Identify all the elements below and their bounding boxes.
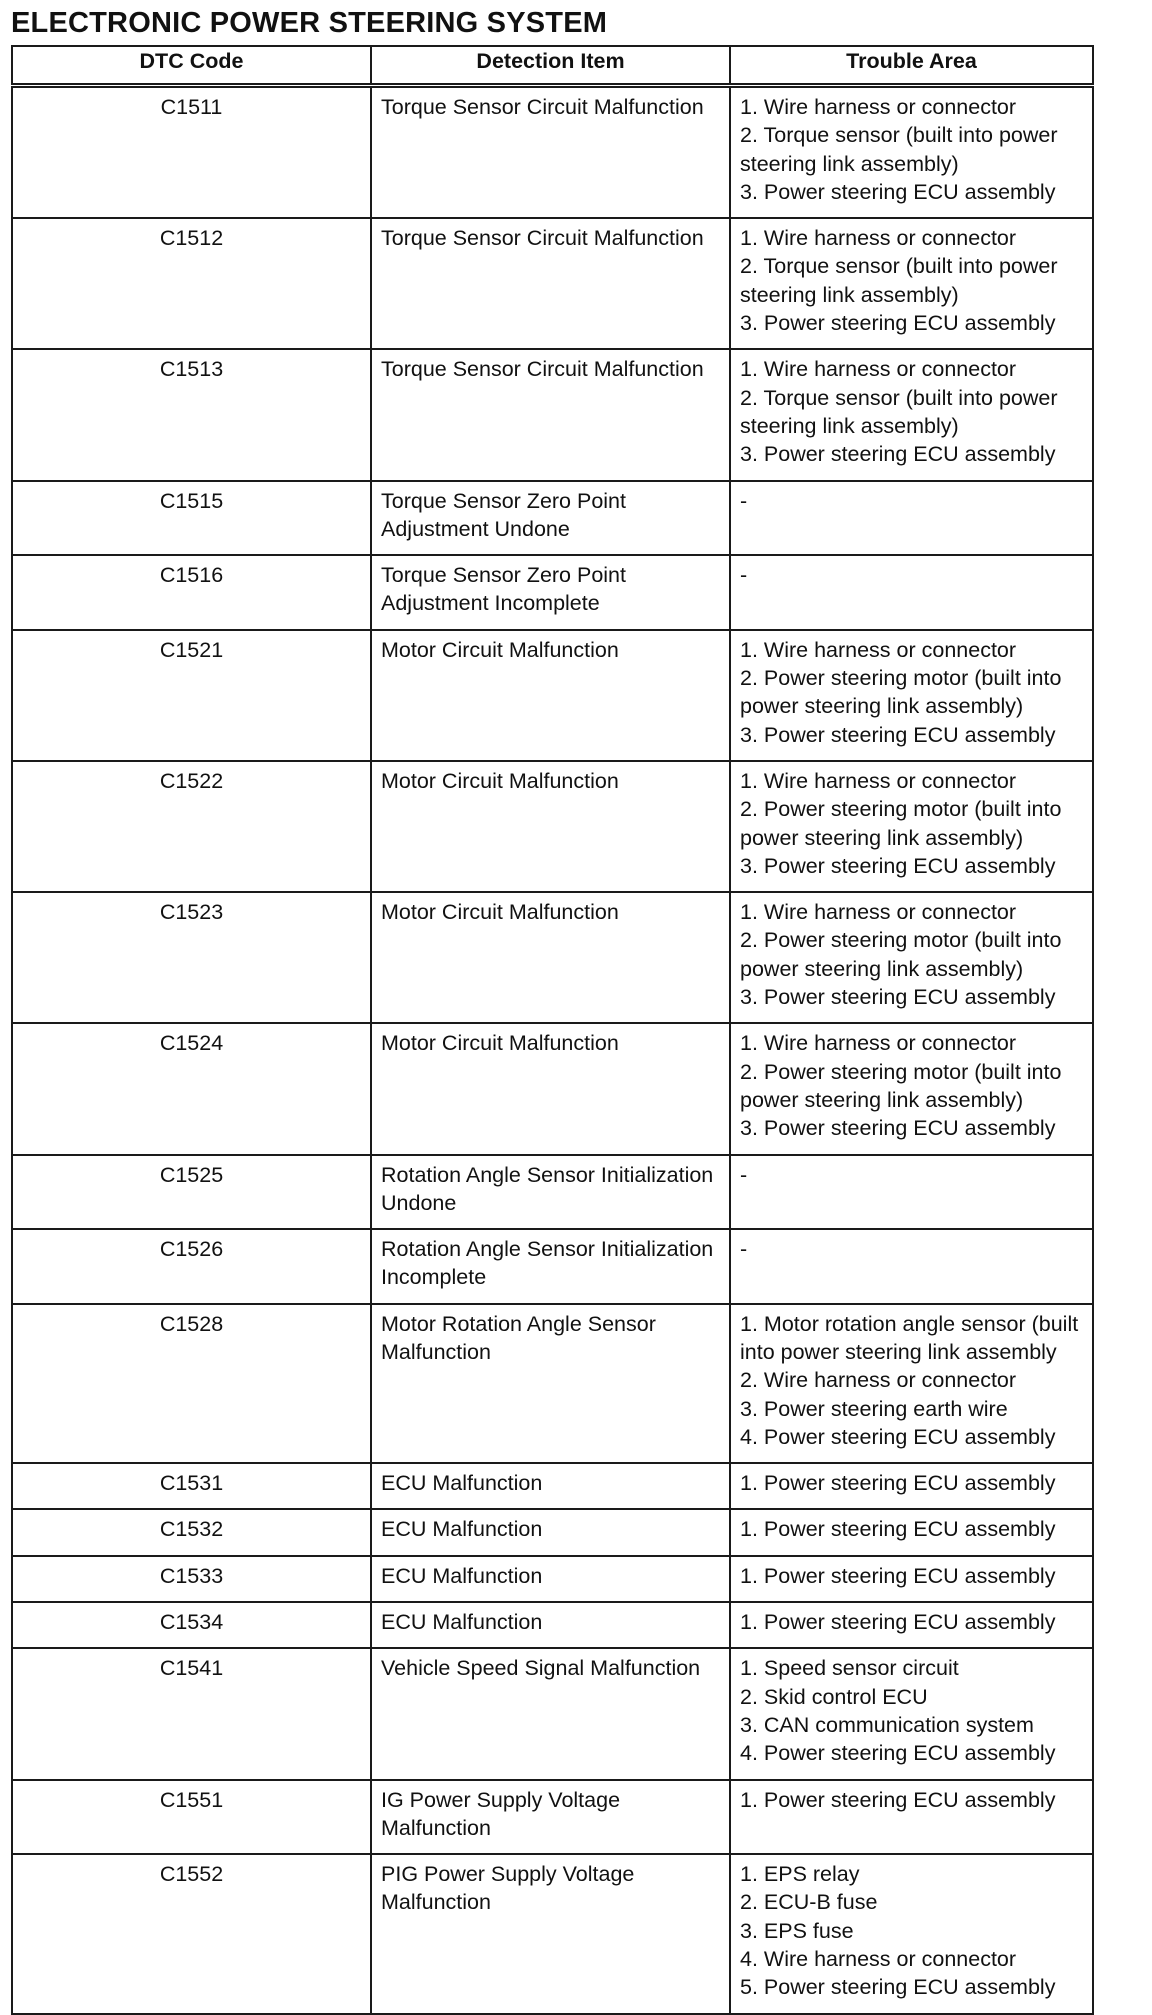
detection-item-cell: ECU Malfunction xyxy=(371,1602,730,1648)
detection-item-cell: Torque Sensor Circuit Malfunction xyxy=(371,349,730,480)
table-row xyxy=(12,1509,1093,1555)
trouble-area-cell: 1. Power steering ECU assembly xyxy=(730,1602,1093,1648)
detection-item-cell: Rotation Angle Sensor Initialization Incomplete xyxy=(371,1229,730,1304)
detection-item-cell: IG Power Supply Voltage Malfunction xyxy=(371,1780,730,1855)
dtc-code-cell: C1525 xyxy=(12,1155,371,1230)
dtc-code-cell: C1541 xyxy=(12,1648,371,1779)
trouble-area-cell: 1. Speed sensor circuit 2. Skid control ECU 3. CAN communication system 4. Power steering ECU assembly xyxy=(730,1648,1093,1779)
column-header-dtc-code: DTC Code xyxy=(12,46,371,86)
detection-item-cell: Motor Circuit Malfunction xyxy=(371,1023,730,1154)
detection-item-cell: Motor Circuit Malfunction xyxy=(371,761,730,892)
detection-item-cell: Torque Sensor Zero Point Adjustment Incomplete xyxy=(371,555,730,630)
dtc-code-cell: C1516 xyxy=(12,555,371,630)
trouble-area-cell: 1. EPS relay 2. ECU-B fuse 3. EPS fuse 4. Wire harness or connector 5. Power steering ECU assembly xyxy=(730,1854,1093,2013)
trouble-area-cell: - xyxy=(730,481,1093,556)
table-row xyxy=(12,1854,1093,2013)
dtc-code-cell: C1552 xyxy=(12,1854,371,2013)
table-row xyxy=(12,1556,1093,1602)
table-row xyxy=(12,218,1093,349)
table-row xyxy=(12,761,1093,892)
trouble-area-cell: - xyxy=(730,555,1093,630)
table-header-row xyxy=(12,46,1093,86)
detection-item-cell: PIG Power Supply Voltage Malfunction xyxy=(371,1854,730,2013)
table-row xyxy=(12,1229,1093,1304)
dtc-code-cell: C1521 xyxy=(12,630,371,761)
column-header-trouble-area: Trouble Area xyxy=(730,46,1093,86)
dtc-code-cell: C1532 xyxy=(12,1509,371,1555)
trouble-area-cell: 1. Power steering ECU assembly xyxy=(730,1463,1093,1509)
trouble-area-cell: 1. Wire harness or connector 2. Power steering motor (built into power steering link assembly) 3. Power steering ECU assembly xyxy=(730,630,1093,761)
detection-item-cell: Vehicle Speed Signal Malfunction xyxy=(371,1648,730,1779)
table-row xyxy=(12,349,1093,480)
dtc-code-cell: C1528 xyxy=(12,1304,371,1463)
table-row xyxy=(12,1304,1093,1463)
detection-item-cell: ECU Malfunction xyxy=(371,1556,730,1602)
dtc-code-cell: C1513 xyxy=(12,349,371,480)
trouble-area-cell: 1. Wire harness or connector 2. Power steering motor (built into power steering link assembly) 3. Power steering ECU assembly xyxy=(730,761,1093,892)
detection-item-cell: Motor Circuit Malfunction xyxy=(371,892,730,1023)
column-header-detection-item: Detection Item xyxy=(371,46,730,86)
trouble-area-cell: - xyxy=(730,1229,1093,1304)
detection-item-cell: Torque Sensor Circuit Malfunction xyxy=(371,218,730,349)
dtc-code-cell: C1523 xyxy=(12,892,371,1023)
table-row xyxy=(12,630,1093,761)
table-row xyxy=(12,1780,1093,1855)
dtc-code-cell: C1512 xyxy=(12,218,371,349)
table-row xyxy=(12,1463,1093,1509)
trouble-area-cell: 1. Power steering ECU assembly xyxy=(730,1509,1093,1555)
trouble-area-cell: 1. Power steering ECU assembly xyxy=(730,1556,1093,1602)
dtc-code-cell: C1551 xyxy=(12,1780,371,1855)
trouble-area-cell: 1. Motor rotation angle sensor (built into power steering link assembly 2. Wire harness or connector 3. Power steering earth wire 4. Power steering ECU assembly xyxy=(730,1304,1093,1463)
dtc-code-cell: C1526 xyxy=(12,1229,371,1304)
page-title: ELECTRONIC POWER STEERING SYSTEM xyxy=(11,7,608,39)
table-row xyxy=(12,86,1093,219)
table-row xyxy=(12,555,1093,630)
dtc-table xyxy=(11,45,1094,2015)
dtc-code-cell: C1515 xyxy=(12,481,371,556)
dtc-code-cell: C1531 xyxy=(12,1463,371,1509)
trouble-area-cell: 1. Power steering ECU assembly xyxy=(730,1780,1093,1855)
dtc-code-cell: C1533 xyxy=(12,1556,371,1602)
trouble-area-cell: 1. Wire harness or connector 2. Power steering motor (built into power steering link assembly) 3. Power steering ECU assembly xyxy=(730,1023,1093,1154)
detection-item-cell: Torque Sensor Zero Point Adjustment Undone xyxy=(371,481,730,556)
detection-item-cell: Motor Circuit Malfunction xyxy=(371,630,730,761)
table-row xyxy=(12,481,1093,556)
detection-item-cell: ECU Malfunction xyxy=(371,1509,730,1555)
trouble-area-cell: 1. Wire harness or connector 2. Torque sensor (built into power steering link assembly) 3. Power steering ECU assembly xyxy=(730,349,1093,480)
table-row xyxy=(12,1155,1093,1230)
table-row xyxy=(12,1602,1093,1648)
dtc-code-cell: C1534 xyxy=(12,1602,371,1648)
detection-item-cell: Torque Sensor Circuit Malfunction xyxy=(371,86,730,219)
table-body xyxy=(12,86,1093,2014)
detection-item-cell: Motor Rotation Angle Sensor Malfunction xyxy=(371,1304,730,1463)
table-row xyxy=(12,1648,1093,1779)
detection-item-cell: Rotation Angle Sensor Initialization Undone xyxy=(371,1155,730,1230)
dtc-code-cell: C1524 xyxy=(12,1023,371,1154)
trouble-area-cell: 1. Wire harness or connector 2. Power steering motor (built into power steering link assembly) 3. Power steering ECU assembly xyxy=(730,892,1093,1023)
dtc-code-cell: C1511 xyxy=(12,86,371,219)
trouble-area-cell: 1. Wire harness or connector 2. Torque sensor (built into power steering link assembly) 3. Power steering ECU assembly xyxy=(730,218,1093,349)
trouble-area-cell: 1. Wire harness or connector 2. Torque sensor (built into power steering link assembly) 3. Power steering ECU assembly xyxy=(730,86,1093,219)
detection-item-cell: ECU Malfunction xyxy=(371,1463,730,1509)
trouble-area-cell: - xyxy=(730,1155,1093,1230)
table-row xyxy=(12,1023,1093,1154)
table-row xyxy=(12,892,1093,1023)
dtc-code-cell: C1522 xyxy=(12,761,371,892)
